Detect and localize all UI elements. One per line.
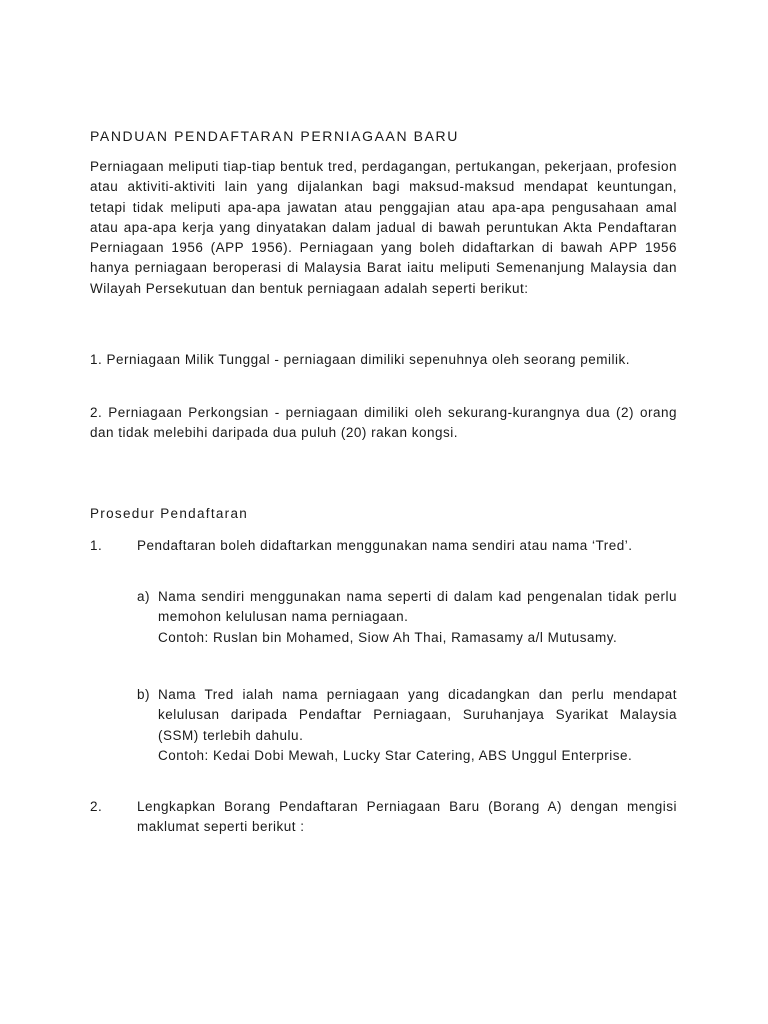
step-number: 2. bbox=[90, 799, 103, 814]
document-title: PANDUAN PENDAFTARAN PERNIAGAAN BARU bbox=[90, 128, 459, 144]
step-number: 1. bbox=[90, 538, 103, 553]
subitem-example: Contoh: Kedai Dobi Mewah, Lucky Star Catering, ABS Unggul Enterprise. bbox=[158, 747, 633, 763]
subitem-text: Nama Tred ialah nama perniagaan yang dicadangkan dan perlu mendapat kelulusan daripada Pendaftar Perniagaan, Suruhanjaya Syarikat Malaysia (SSM) terlebih dahulu. bbox=[158, 687, 677, 743]
procedure-step bbox=[90, 797, 677, 838]
procedure-heading: Prosedur Pendaftaran bbox=[90, 506, 249, 521]
business-type-sole-proprietor: 1. Perniagaan Milik Tunggal - perniagaan dimiliki sepenuhnya oleh seorang pemilik. bbox=[90, 352, 631, 367]
procedure-subitem bbox=[137, 685, 677, 766]
step-text: Lengkapkan Borang Pendaftaran Perniagaan Baru (Borang A) dengan mengisi maklumat seperti berikut : bbox=[137, 799, 677, 835]
document-page bbox=[90, 0, 677, 1024]
intro-paragraph: Perniagaan meliputi tiap-tiap bentuk tred, perdagangan, pertukangan, pekerjaan, profesion atau aktiviti-aktiviti lain yang dijalankan bagi maksud-maksud mendapat keuntungan, tetapi tidak meliputi apa-apa jawatan atau penggajian atau apa-apa pengusahaan amal atau apa-apa kerja yang dinyatakan dalam jadual di bawah peruntukan Akta Pendaftaran Perniagaan 1956 (APP 1956). Perniagaan yang boleh didaftarkan di bawah APP 1956 hanya perniagaan beroperasi di Malaysia Barat iaitu meliputi Semenanjung Malaysia dan Wilayah Persekutuan dan bentuk perniagaan adalah seperti berikut: bbox=[90, 159, 677, 296]
procedure-step bbox=[90, 536, 677, 556]
subitem-marker: a) bbox=[137, 589, 151, 604]
subitem-text: Nama sendiri menggunakan nama seperti di dalam kad pengenalan tidak perlu memohon kelulusan nama perniagaan. bbox=[158, 589, 677, 625]
subitem-marker: b) bbox=[137, 687, 151, 702]
step-text: Pendaftaran boleh didaftarkan menggunakan nama sendiri atau nama ‘Tred’. bbox=[137, 538, 633, 553]
procedure-subitem bbox=[137, 587, 677, 648]
business-type-partnership: 2. Perniagaan Perkongsian - perniagaan dimiliki oleh sekurang-kurangnya dua (2) orang dan tidak melebihi daripada dua puluh (20) rakan kongsi. bbox=[90, 405, 677, 441]
subitem-example: Contoh: Ruslan bin Mohamed, Siow Ah Thai, Ramasamy a/l Mutusamy. bbox=[158, 629, 618, 645]
